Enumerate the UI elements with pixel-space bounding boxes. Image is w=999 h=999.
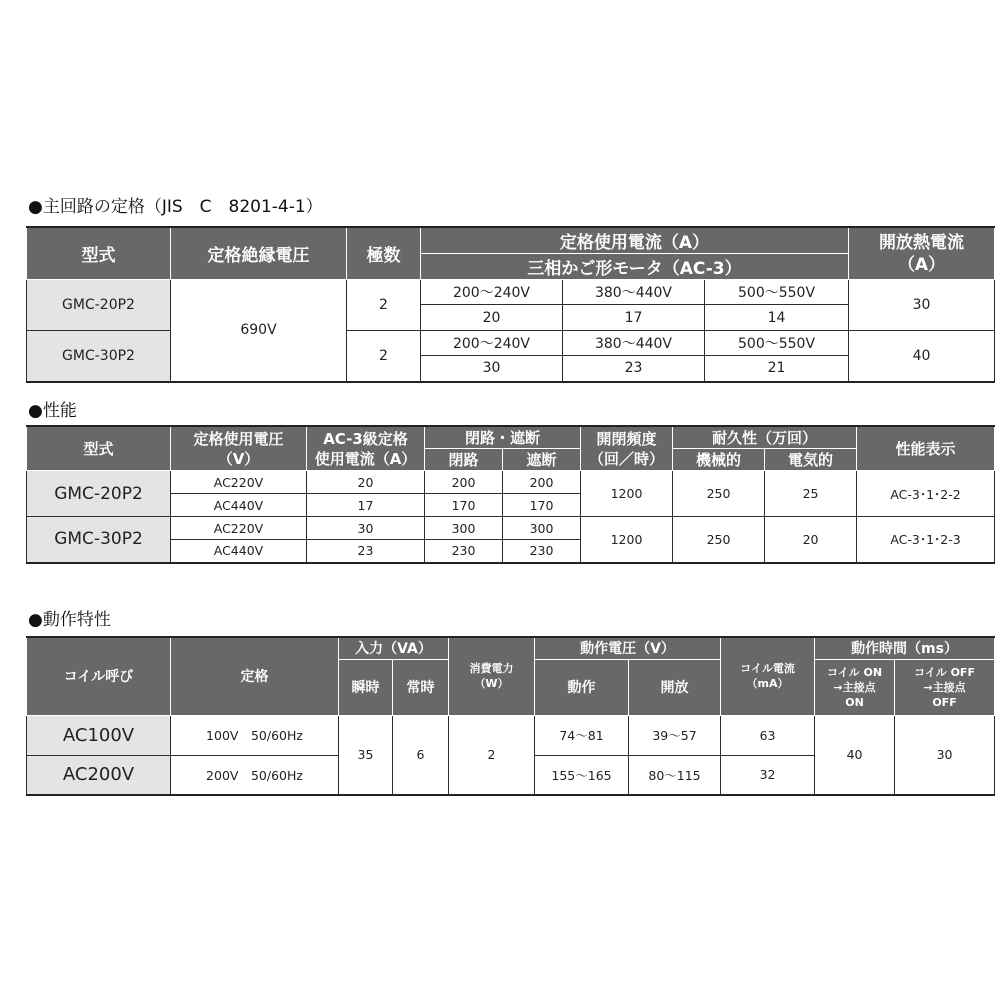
- col-thermal-unit: （A）: [897, 254, 946, 275]
- break-value: 230: [503, 540, 581, 563]
- rated-voltage-value: AC220V: [171, 471, 307, 494]
- col-power-unit: （W）: [474, 677, 509, 691]
- close-value: 230: [425, 540, 503, 563]
- col-rated-voltage: [171, 426, 307, 471]
- col-frequency-unit: （回／時）: [589, 449, 665, 468]
- ac3-current-value: 20: [307, 471, 425, 494]
- instant-value: 35: [339, 715, 393, 795]
- close-value: 300: [425, 517, 503, 540]
- row-coil-ac100v: AC100V: [27, 715, 171, 755]
- col-power: [449, 637, 535, 715]
- main-circuit-heading: ●主回路の定格（JIS C 8201-4-1）: [28, 197, 323, 217]
- col-on-line3: ON: [845, 695, 864, 709]
- col-operate: 動作: [535, 659, 629, 715]
- rated-voltage-value: AC220V: [171, 517, 307, 540]
- release-value: 39～57: [629, 715, 721, 755]
- voltage-range: 380～440V: [563, 280, 705, 305]
- current-value: 30: [421, 356, 563, 382]
- break-value: 200: [503, 471, 581, 494]
- break-value: 170: [503, 494, 581, 517]
- coil-current-value: 63: [721, 715, 815, 755]
- col-coil-current: [721, 637, 815, 715]
- col-rated-voltage-label: 定格使用電圧: [193, 429, 284, 448]
- row-model-20p2: GMC-20P2: [27, 280, 171, 331]
- thermal-current-value: 40: [849, 331, 995, 382]
- col-model: 型式: [27, 227, 171, 280]
- col-on-line1: コイル ON: [826, 665, 883, 679]
- voltage-range: 500～550V: [705, 331, 849, 356]
- current-value: 21: [705, 356, 849, 382]
- power-value: 2: [449, 715, 535, 795]
- operate-value: 74～81: [535, 715, 629, 755]
- col-off-line3: OFF: [932, 695, 957, 709]
- ac3-current-value: 17: [307, 494, 425, 517]
- performance-class-value: AC-3･1･2-3: [857, 517, 995, 563]
- col-input: 入力（VA）: [339, 637, 449, 659]
- current-value: 14: [705, 305, 849, 331]
- col-mechanical: 機械的: [673, 449, 765, 471]
- current-value: 17: [563, 305, 705, 331]
- coil-current-value: 32: [721, 755, 815, 795]
- rating-value: 100V 50/60Hz: [171, 715, 339, 755]
- poles-value: 2: [347, 280, 421, 331]
- col-rating: 定格: [171, 637, 339, 715]
- off-time-value: 30: [895, 715, 995, 795]
- col-rated-current: 定格使用電流（A）: [421, 227, 849, 254]
- frequency-value: 1200: [581, 471, 673, 517]
- performance-heading: ●性能: [28, 401, 77, 421]
- electrical-value: 20: [765, 517, 857, 563]
- col-poles: 極数: [347, 227, 421, 280]
- col-coil-current-unit: （mA）: [746, 677, 789, 691]
- col-steady: 常時: [393, 659, 449, 715]
- performance-table: [26, 425, 995, 564]
- col-rated-voltage-unit: （V）: [217, 449, 260, 468]
- rated-voltage-value: AC440V: [171, 540, 307, 563]
- ac3-current-value: 30: [307, 517, 425, 540]
- col-off-line1: コイル OFF: [914, 665, 975, 679]
- close-value: 170: [425, 494, 503, 517]
- row-model-20p2: GMC-20P2: [27, 471, 171, 517]
- col-coil-current-label: コイル電流: [740, 662, 795, 676]
- row-model-30p2: GMC-30P2: [27, 517, 171, 563]
- col-model: 型式: [27, 426, 171, 471]
- col-instant: 瞬時: [339, 659, 393, 715]
- current-value: 23: [563, 356, 705, 382]
- col-ac3-current: [307, 426, 425, 471]
- col-close-break: 閉路・遮断: [425, 426, 581, 449]
- steady-value: 6: [393, 715, 449, 795]
- col-coil: コイル呼び: [27, 637, 171, 715]
- mechanical-value: 250: [673, 471, 765, 517]
- col-on-line2: →主接点: [833, 680, 876, 694]
- col-ac3-unit: 使用電流（A）: [314, 449, 417, 468]
- performance-class-value: AC-3･1･2-2: [857, 471, 995, 517]
- mechanical-value: 250: [673, 517, 765, 563]
- rating-value: 200V 50/60Hz: [171, 755, 339, 795]
- col-operating-voltage: 動作電圧（V）: [535, 637, 721, 659]
- col-on-time: [815, 659, 895, 715]
- electrical-value: 25: [765, 471, 857, 517]
- operation-table: [26, 636, 995, 796]
- col-off-time: [895, 659, 995, 715]
- col-break: 遮断: [503, 449, 581, 471]
- col-durability: 耐久性（万回）: [673, 426, 857, 449]
- col-insulation-voltage: 定格絶縁電圧: [171, 227, 347, 280]
- release-value: 80～115: [629, 755, 721, 795]
- main-circuit-table: [26, 226, 995, 383]
- col-ac3-label: AC-3級定格: [323, 429, 408, 448]
- row-coil-ac200v: AC200V: [27, 755, 171, 795]
- close-value: 200: [425, 471, 503, 494]
- operation-heading: ●動作特性: [28, 610, 111, 630]
- col-off-line2: →主接点: [923, 680, 966, 694]
- col-performance-class: 性能表示: [857, 426, 995, 471]
- col-thermal-label: 開放熱電流: [879, 232, 965, 253]
- col-operating-time: 動作時間（ms）: [815, 637, 995, 659]
- voltage-range: 380～440V: [563, 331, 705, 356]
- thermal-current-value: 30: [849, 280, 995, 331]
- ac3-current-value: 23: [307, 540, 425, 563]
- frequency-value: 1200: [581, 517, 673, 563]
- row-model-30p2: GMC-30P2: [27, 331, 171, 382]
- rated-voltage-value: AC440V: [171, 494, 307, 517]
- col-thermal-current: [849, 227, 995, 280]
- break-value: 300: [503, 517, 581, 540]
- on-time-value: 40: [815, 715, 895, 795]
- col-close: 閉路: [425, 449, 503, 471]
- operate-value: 155～165: [535, 755, 629, 795]
- insulation-voltage-value: 690V: [171, 280, 347, 382]
- voltage-range: 200～240V: [421, 280, 563, 305]
- col-motor: 三相かご形モータ（AC-3）: [421, 254, 849, 280]
- voltage-range: 200～240V: [421, 331, 563, 356]
- col-power-label: 消費電力: [469, 662, 514, 676]
- current-value: 20: [421, 305, 563, 331]
- col-release: 開放: [629, 659, 721, 715]
- poles-value: 2: [347, 331, 421, 382]
- col-switch-frequency: [581, 426, 673, 471]
- voltage-range: 500～550V: [705, 280, 849, 305]
- col-frequency-label: 開閉頻度: [596, 429, 657, 448]
- col-electrical: 電気的: [765, 449, 857, 471]
